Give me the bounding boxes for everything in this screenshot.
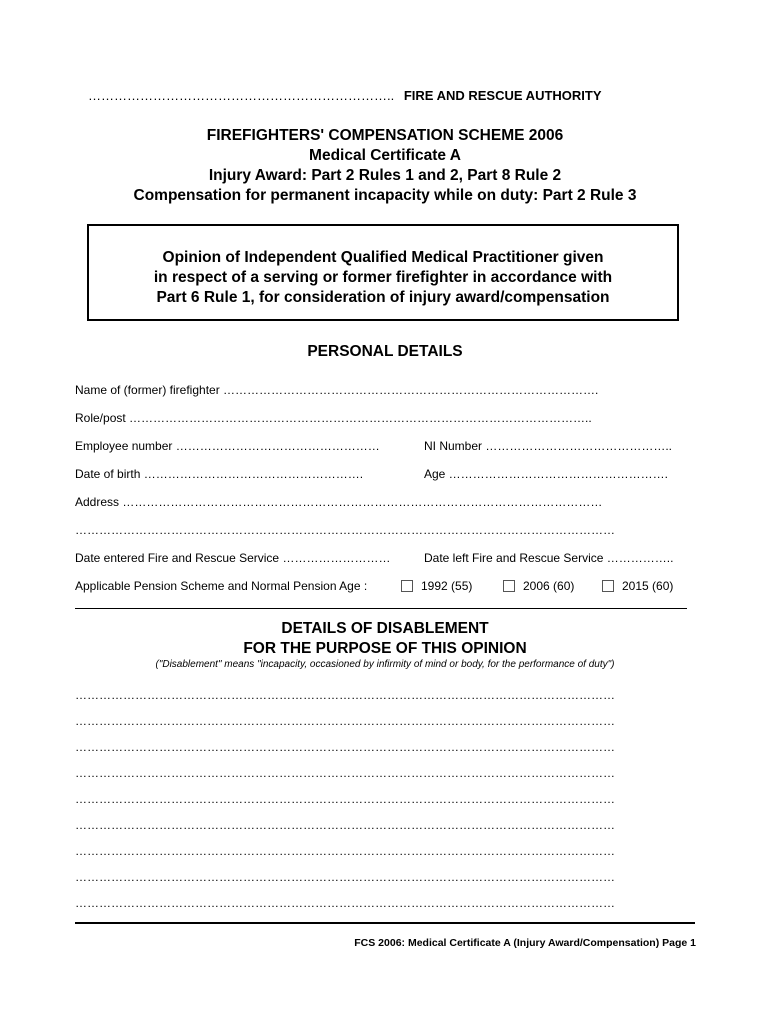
- disablement-line[interactable]: ………………………………………………………………………………………………………………………: [75, 844, 615, 858]
- disablement-line[interactable]: ………………………………………………………………………………………………………………………: [75, 766, 615, 780]
- date-left-field[interactable]: Date left Fire and Rescue Service ……………..: [424, 551, 674, 565]
- pension-option-2006[interactable]: [503, 579, 574, 593]
- disablement-line[interactable]: ………………………………………………………………………………………………………………………: [75, 818, 615, 832]
- section-divider: [75, 608, 687, 609]
- age-field[interactable]: Age ……………………………………………….: [424, 467, 669, 481]
- title-scheme: FIREFIGHTERS' COMPENSATION SCHEME 2006: [206, 127, 564, 144]
- opinion-line-1: Opinion of Independent Qualified Medical Practitioner given: [162, 249, 604, 266]
- authority-name-field[interactable]: ……………………………………………………………..: [88, 88, 395, 103]
- checkbox-1992[interactable]: [401, 580, 413, 592]
- pension-option-2006-label: 2006 (60): [523, 579, 575, 593]
- disablement-heading-1: DETAILS OF DISABLEMENT: [281, 620, 489, 637]
- employee-number-field[interactable]: Employee number ……………………………………………: [75, 439, 380, 453]
- checkbox-2015[interactable]: [602, 580, 614, 592]
- personal-details-heading: PERSONAL DETAILS: [307, 343, 463, 360]
- authority-line: [88, 88, 602, 103]
- address-field[interactable]: Address …………………………………………………………………………………………………………: [75, 495, 603, 509]
- disablement-line[interactable]: ………………………………………………………………………………………………………………………: [75, 714, 615, 728]
- disablement-heading-2: FOR THE PURPOSE OF THIS OPINION: [243, 640, 527, 657]
- authority-label: FIRE AND RESCUE AUTHORITY: [403, 88, 602, 103]
- address-line-2-field[interactable]: ………………………………………………………………………………………………………………………: [75, 523, 615, 537]
- document-title: [0, 126, 770, 206]
- disablement-line[interactable]: ………………………………………………………………………………………………………………………: [75, 688, 615, 702]
- disablement-line[interactable]: ………………………………………………………………………………………………………………………: [75, 792, 615, 806]
- pension-scheme-label: Applicable Pension Scheme and Normal Pension Age :: [75, 579, 368, 593]
- name-field[interactable]: Name of (former) firefighter ………………………………………………………………………………….: [75, 383, 599, 397]
- page-footer: FCS 2006: Medical Certificate A (Injury Award/Compensation) Page 1: [354, 937, 696, 949]
- opinion-line-3: Part 6 Rule 1, for consideration of injury award/compensation: [156, 289, 610, 306]
- disablement-definition-note: ("Disablement" means "incapacity, occasioned by infirmity of mind or body, for the performance of duty"): [155, 659, 615, 670]
- disablement-line[interactable]: ………………………………………………………………………………………………………………………: [75, 896, 615, 910]
- role-field[interactable]: Role/post ……………………………………………………………………………………………………..: [75, 411, 592, 425]
- opinion-line-2: in respect of a serving or former firefighter in accordance with: [153, 269, 613, 286]
- title-compensation: Compensation for permanent incapacity while on duty: Part 2 Rule 3: [133, 187, 637, 204]
- checkbox-2006[interactable]: [503, 580, 515, 592]
- title-certificate: Medical Certificate A: [309, 147, 461, 164]
- pension-option-1992-label: 1992 (55): [421, 579, 473, 593]
- date-of-birth-field[interactable]: Date of birth ……………………………………………….: [75, 467, 364, 481]
- pension-option-2015-label: 2015 (60): [622, 579, 674, 593]
- ni-number-field[interactable]: NI Number ………………………………………..: [424, 439, 673, 453]
- pension-option-2015[interactable]: [602, 579, 673, 593]
- footer-rule: [75, 922, 695, 924]
- title-injury-award: Injury Award: Part 2 Rules 1 and 2, Part 8 Rule 2: [208, 167, 562, 184]
- date-entered-field[interactable]: Date entered Fire and Rescue Service ………………………: [75, 551, 391, 565]
- pension-option-1992[interactable]: [401, 579, 472, 593]
- disablement-line[interactable]: ………………………………………………………………………………………………………………………: [75, 740, 615, 754]
- opinion-box: [87, 224, 679, 321]
- disablement-line[interactable]: ………………………………………………………………………………………………………………………: [75, 870, 615, 884]
